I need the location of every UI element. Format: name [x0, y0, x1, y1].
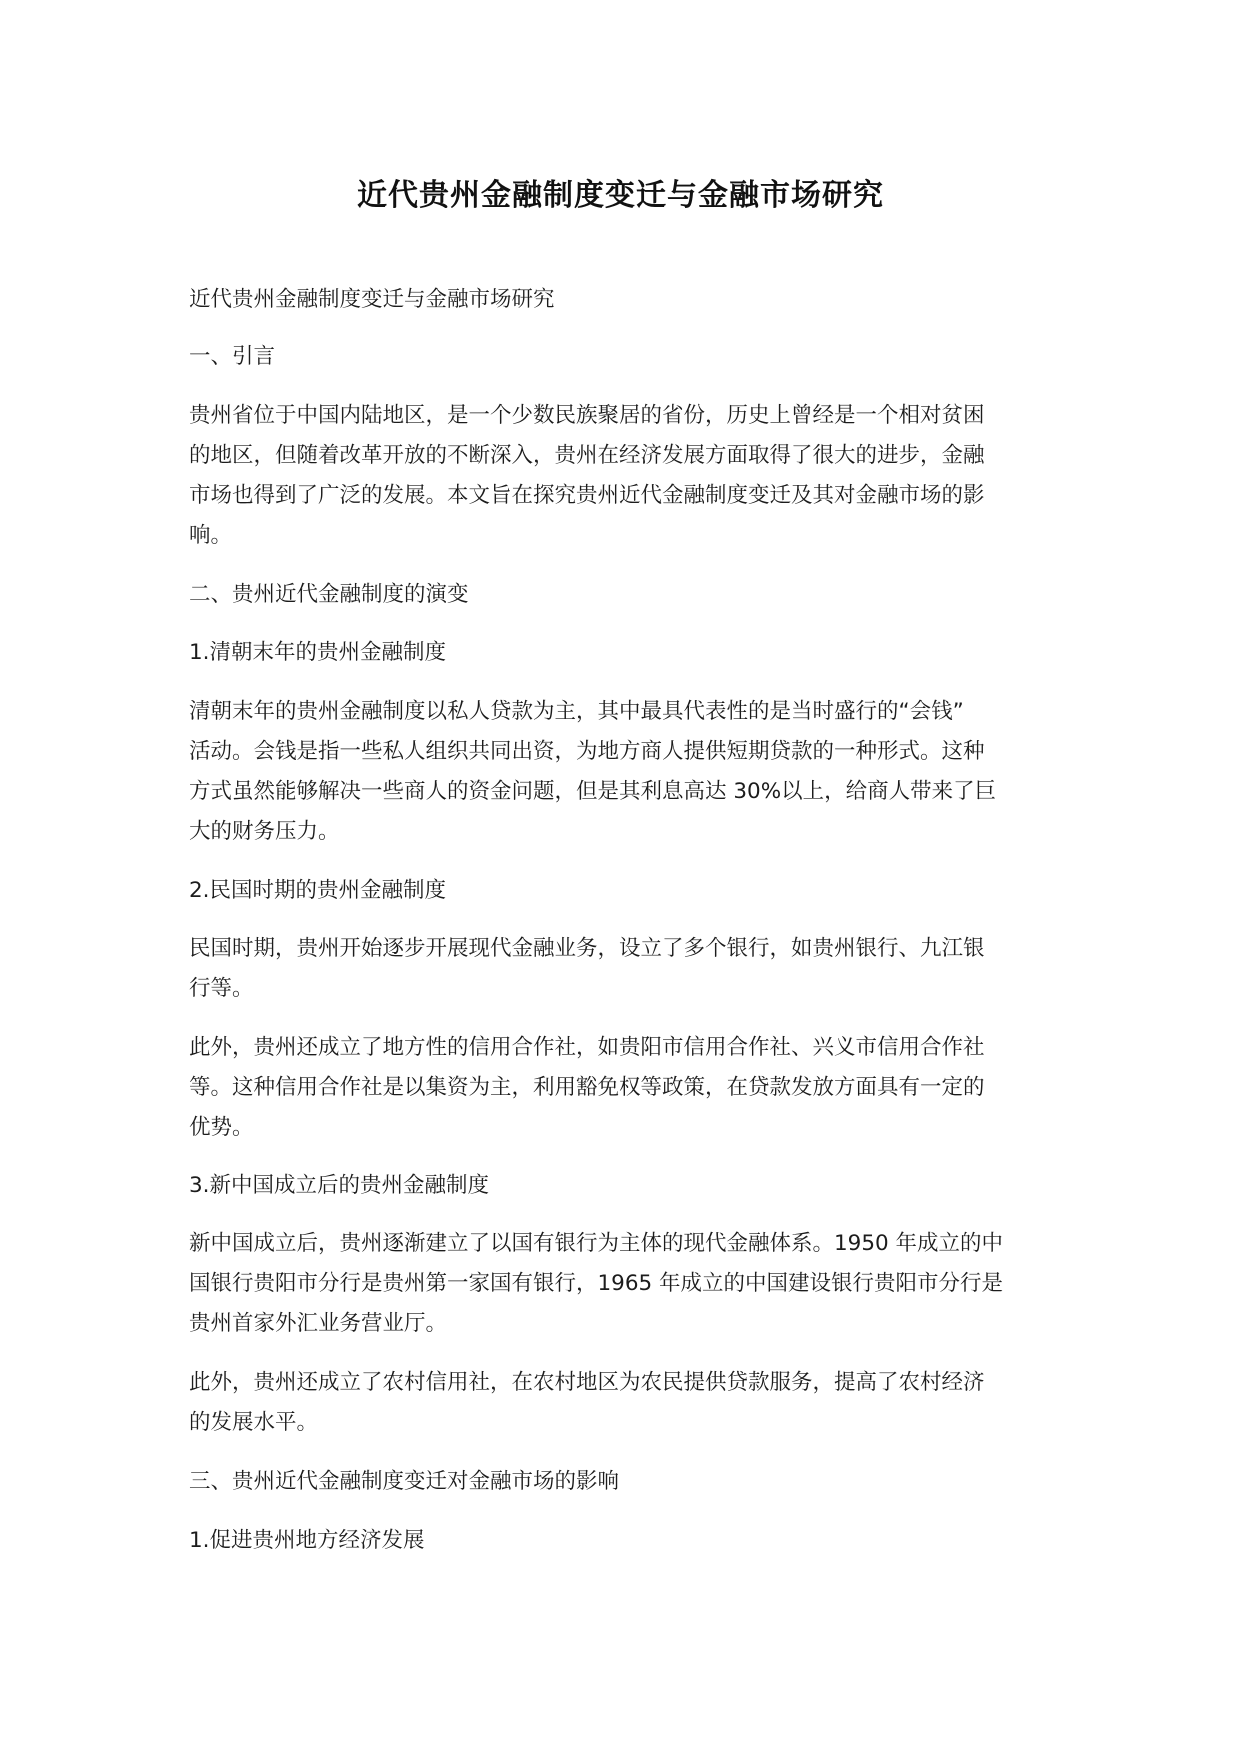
- subsection-heading-impact-1: 1.促进贵州地方经济发展: [189, 1528, 425, 1553]
- paragraph-line: 贵州省位于中国内陆地区，是一个少数民族聚居的省份，历史上曾经是一个相对贫困: [189, 403, 985, 428]
- paragraph-prc-2: [189, 1363, 1055, 1443]
- section-heading-intro: 一、引言: [189, 344, 276, 369]
- paragraph-line: 的发展水平。: [189, 1410, 319, 1435]
- document-subtitle: 近代贵州金融制度变迁与金融市场研究: [189, 287, 555, 312]
- subsection-heading-republic: 2.民国时期的贵州金融制度: [189, 878, 447, 903]
- paragraph-line: 方式虽然能够解决一些商人的资金问题，但是其利息高达 30%以上，给商人带来了巨: [189, 779, 997, 804]
- paragraph-line: 清朝末年的贵州金融制度以私人贷款为主，其中最具代表性的是当时盛行的“会钱”: [189, 699, 964, 724]
- paragraph-line: 此外，贵州还成立了农村信用社，在农村地区为农民提供贷款服务，提高了农村经济: [189, 1370, 985, 1395]
- paragraph-line: 新中国成立后，贵州逐渐建立了以国有银行为主体的现代金融体系。1950 年成立的中: [189, 1231, 1004, 1256]
- paragraph-line: 等。这种信用合作社是以集资为主，利用豁免权等政策，在贷款发放方面具有一定的: [189, 1075, 985, 1100]
- paragraph-republic-1: [189, 929, 1055, 1009]
- paragraph-intro: [189, 396, 1055, 556]
- section-heading-impact: 三、贵州近代金融制度变迁对金融市场的影响: [189, 1469, 620, 1494]
- paragraph-line: 国银行贵阳市分行是贵州第一家国有银行，1965 年成立的中国建设银行贵阳市分行是: [189, 1271, 1004, 1296]
- paragraph-prc-1: [189, 1224, 1055, 1344]
- subsection-heading-qing: 1.清朝末年的贵州金融制度: [189, 640, 447, 665]
- paragraph-line: 响。: [189, 523, 233, 548]
- paragraph-line: 此外，贵州还成立了地方性的信用合作社，如贵阳市信用合作社、兴义市信用合作社: [189, 1035, 985, 1060]
- paragraph-line: 的地区，但随着改革开放的不断深入，贵州在经济发展方面取得了很大的进步，金融: [189, 443, 985, 468]
- paragraph-line: 市场也得到了广泛的发展。本文旨在探究贵州近代金融制度变迁及其对金融市场的影: [189, 483, 985, 508]
- document-title: 近代贵州金融制度变迁与金融市场研究: [357, 178, 884, 213]
- paragraph-line: 活动。会钱是指一些私人组织共同出资，为地方商人提供短期贷款的一种形式。这种: [189, 739, 985, 764]
- paragraph-qing: [189, 692, 1055, 852]
- paragraph-line: 大的财务压力。: [189, 819, 340, 844]
- paragraph-line: 行等。: [189, 976, 254, 1001]
- paragraph-line: 民国时期，贵州开始逐步开展现代金融业务，设立了多个银行，如贵州银行、九江银: [189, 936, 985, 961]
- paragraph-republic-2: [189, 1028, 1055, 1148]
- subsection-heading-prc: 3.新中国成立后的贵州金融制度: [189, 1173, 490, 1198]
- paragraph-line: 优势。: [189, 1115, 254, 1140]
- paragraph-line: 贵州首家外汇业务营业厅。: [189, 1311, 448, 1336]
- section-heading-evolution: 二、贵州近代金融制度的演变: [189, 582, 469, 607]
